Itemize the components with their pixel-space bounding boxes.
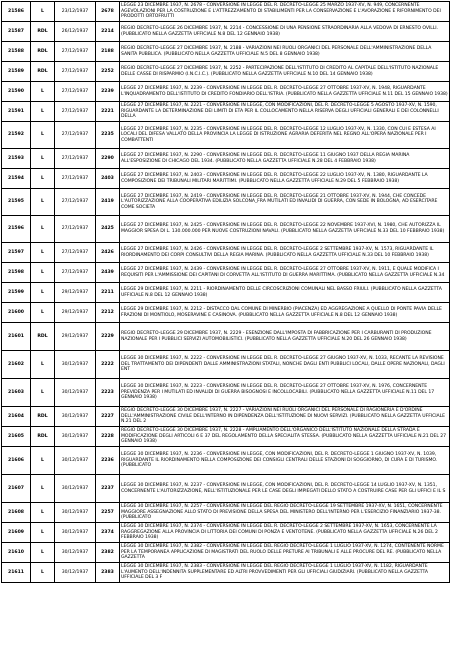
table-row bbox=[2, 149, 450, 169]
act-type: L bbox=[31, 523, 55, 543]
act-date: 30/12/1937 bbox=[55, 475, 96, 503]
act-number: 2221 bbox=[96, 102, 120, 122]
act-description: LEGGE 27 DICEMBRE 1937, N. 2439 - CONVERSIONE IN LEGGE DEL R. DECRETO-LEGGE 27 OTTOBRE 1937-XV, N. 1911, E QUALE MODIFICA I REQUISITI PER L'AMMISSIONE DEI CAPITANI DI CORVETTA ALL'ISTITUTO DI GUERRA MARITTIMA. (PUBBLICATO NELLA GAZZETTA UFFICIALE N.34 bbox=[120, 263, 450, 283]
record-id: 21606 bbox=[2, 447, 31, 475]
act-date: 30/12/1937 bbox=[55, 427, 96, 447]
act-type: L bbox=[31, 303, 55, 323]
act-type: L bbox=[31, 447, 55, 475]
act-type: L bbox=[31, 379, 55, 407]
record-id: 21601 bbox=[2, 323, 31, 351]
record-id: 21599 bbox=[2, 283, 31, 303]
act-description: LEGGE 30 DICEMBRE 1937, N. 2236 - CONVERSIONE IN LEGGE, CON MODIFICAZIONI, DEL R. DECRETO-LEGGE 1 GIUGNO 1937-XV, N. 1039, RIGUARDANTE IL RIORDINAMENTO NELLA COMPOSIZIONE DEI CONSIGLI CENTRALI DELLE STAZIONI DI SOGGIORNO, DI CURA E DI TURISMO. (PUBBLICATO bbox=[120, 447, 450, 475]
table-row bbox=[2, 216, 450, 243]
table-row bbox=[2, 189, 450, 216]
act-type: L bbox=[31, 475, 55, 503]
act-number: 2214 bbox=[96, 22, 120, 42]
table-row bbox=[2, 283, 450, 303]
act-description: LEGGE 30 DICEMBRE 1937, N. 2374 - CONVERSIONE IN LEGGE DEL R. DECRETO-LEGGE 2 SETTEMBRE 1937-XV, N. 1653, CONCERNENTE LA RAGGREGAZIONE ALLA PROVINCIA DI LITTORIA DEI COMUNI DI PONZA E VENTOTENE. (PUBBLICATO NELLA GAZZETTA UFFICIALE N.26 DEL 2 FEBBRAIO 1938) bbox=[120, 523, 450, 543]
table-row bbox=[2, 169, 450, 189]
act-description: REGIO DECRETO-LEGGE 30 DICEMBRE 1937, N. 2227 - VARIAZIONI NEI RUOLI ORGANICI DEL PERSONALE DI RAGIONERIA E D'ORDINE DELL'AMMINISTRAZIONE CIVILE DELL'INTERNO IN DIPENDENZA DELL'ISTITUZIONE DI NUOVI SERVIZI. (PUBBLICATO NELLA GAZZETTA UFFICIALE N.21 DEL 2 bbox=[120, 407, 450, 427]
act-description: LEGGE 29 DICEMBRE 1937, N. 2211 - RIORDINAMENTO DELLE CIRCOSCRIZIONI COMUNALI NEL BASSO FRIULI. (PUBBLICATO NELLA GAZZETTA UFFICIALE N.8 DEL 12 GENNAIO 1938) bbox=[120, 283, 450, 303]
legislation-register-table bbox=[1, 1, 450, 583]
table-body bbox=[2, 2, 450, 583]
record-id: 21596 bbox=[2, 216, 31, 243]
act-date: 27/12/1937 bbox=[55, 263, 96, 283]
act-date: 29/12/1937 bbox=[55, 283, 96, 303]
act-type: RDL bbox=[31, 407, 55, 427]
table-row bbox=[2, 351, 450, 379]
act-date: 29/12/1937 bbox=[55, 323, 96, 351]
act-date: 26/12/1937 bbox=[55, 22, 96, 42]
act-date: 27/12/1937 bbox=[55, 42, 96, 62]
act-date: 27/12/1937 bbox=[55, 62, 96, 82]
record-id: 21610 bbox=[2, 543, 31, 563]
act-type: RDL bbox=[31, 323, 55, 351]
act-description: LEGGE 30 DICEMBRE 1937, N. 2237 - CONVERSIONE IN LEGGE, CON MODIFICAZIONI, DEL R. DECRETO-LEGGE 14 LUGLIO 1937-XV, N. 1351, CONCERNENTE L'AUTORIZZAZIONE, NELL'ISTITUZIONALE PER LE CASE DEGLI IMPIEGATI DELLO STATO A COSTRUIRE CASE PER GLI UFFICI E IL S bbox=[120, 475, 450, 503]
act-description: LEGGE 27 DICEMBRE 1937, N. 2426 - CONVERSIONE IN LEGGE DEL R. DECRETO-LEGGE 2 SETTEMBRE 1937-XV, N. 1573, RIGUARDANTE IL RIORDINAMENTO DEI CORPI CONSULTIVI DELLA REGIA MARINA. (PUBBLICATO NELLA GAZZETTA UFFICIALE N.33 DEL 10 FEBBRAIO 1938) bbox=[120, 243, 450, 263]
act-type: L bbox=[31, 149, 55, 169]
act-description: LEGGE 30 DICEMBRE 1937, N. 2383 - CONVERSIONE IN LEGGE DEL REGIO DECRETO-LEGGE 1 LUGLIO 1937-XV, N. 1182, RIGUARDANTE L'AUMENTO DELL'INDENNITA SUPPLEMENTARE ED ALTRI PROVVEDIMENTI PER GLI UFFICIALI GIUDIZIARI. (PUBBLICATO NELLA GAZZETTA UFFICIALE DEL 3 F bbox=[120, 563, 450, 583]
act-number: 2223 bbox=[96, 379, 120, 407]
act-number: 2678 bbox=[96, 2, 120, 22]
record-id: 21593 bbox=[2, 149, 31, 169]
act-description: LEGGE 30 DICEMBRE 1937, N. 2257 - CONVERSIONE IN LEGGE DEL REGIO DECRETO-LEGGE 19 SETTEMBRE 1937-XV, N. 1651, CONCERNENTE MAGGIORE ASSEGNAZIONE ALLO STATO DI PREVISIONE DELLA SPESA DEL MINISTERO DELL'INTERNO PER L'ESERCIZIO FINANZIARIO 1937-38. (PUBBLICATO bbox=[120, 503, 450, 523]
act-type: L bbox=[31, 543, 55, 563]
act-number: 2222 bbox=[96, 351, 120, 379]
act-type: L bbox=[31, 102, 55, 122]
record-id: 21589 bbox=[2, 62, 31, 82]
act-type: L bbox=[31, 2, 55, 22]
act-description: LEGGE 30 DICEMBRE 1937, N. 2382 - CONVERSIONE IN LEGGE DEL REGIO DECRETO-LEGGE 1 LUGLIO 1937-XV, N. 1274, CONTENENTE NORME PER LA TEMPORANEA APPLICAZIONE DI MAGISTRATI DEL RUOLO DELLE PRETURE AI TRIBUNALI E ALLE PROCURE DEL RE. (PUBBLICATO NELLA GAZZETTA bbox=[120, 543, 450, 563]
act-date: 30/12/1937 bbox=[55, 407, 96, 427]
act-description: LEGGE 27 DICEMBRE 1937, N. 2403 - CONVERSIONE IN LEGGE DEL R. DECRETO-LEGGE 22 LUGLIO 1937-XV, N. 1380, RIGUARDANTE LA COMPOSIZIONE DEI TRIBUNALI MILITARI MARITTIMI. (PUBBLICATO NELLA GAZZETTA UFFICIALE N.29 DEL 5 FEBBRAIO 1938) bbox=[120, 169, 450, 189]
table-row bbox=[2, 22, 450, 42]
record-id: 21587 bbox=[2, 22, 31, 42]
record-id: 21611 bbox=[2, 563, 31, 583]
record-id: 21594 bbox=[2, 169, 31, 189]
act-type: L bbox=[31, 503, 55, 523]
act-type: L bbox=[31, 169, 55, 189]
act-type: L bbox=[31, 216, 55, 243]
act-date: 30/12/1937 bbox=[55, 379, 96, 407]
act-date: 30/12/1937 bbox=[55, 503, 96, 523]
record-id: 21590 bbox=[2, 82, 31, 102]
act-date: 27/12/1937 bbox=[55, 243, 96, 263]
act-date: 30/12/1937 bbox=[55, 563, 96, 583]
act-description: REGIO DECRETO-LEGGE 27 DICEMBRE 1937, N. 2252 - PARTECIPAZIONE DELL'ISTITUTO DI CREDITO AL CAPITALE DELL'ISTITUTO NAZIONALE DELLE CASSE DI RISPARMIO (I.N.C.I.C.). (PUBBLICATO NELLA GAZZETTA UFFICIALE N.10 DEL 14 GENNAIO 1938) bbox=[120, 62, 450, 82]
table-row bbox=[2, 475, 450, 503]
act-number: 2235 bbox=[96, 122, 120, 149]
record-id: 21588 bbox=[2, 42, 31, 62]
act-number: 2212 bbox=[96, 303, 120, 323]
act-number: 2236 bbox=[96, 447, 120, 475]
act-date: 23/12/1937 bbox=[55, 2, 96, 22]
act-type: L bbox=[31, 563, 55, 583]
act-description: LEGGE 27 DICEMBRE 1937, N. 2419 - CONVERSIONE IN LEGGE DEL R. DECRETO-LEGGE 21 OTTOBRE 1937-XV, N. 1944, CHE CONCEDE L'AUTORIZZAZIONE ALLA COOPERATIVA EDILIZIA SOLCONA_FRA MUTILATI ED INVALIDI DI GUERRA, CON SEDE IN BOLOGNA, AD ESERCITARE COME SOCIETA bbox=[120, 189, 450, 216]
record-id: 21586 bbox=[2, 2, 31, 22]
act-type: L bbox=[31, 82, 55, 102]
act-number: 2227 bbox=[96, 407, 120, 427]
table-row bbox=[2, 82, 450, 102]
act-description: REGIO DECRETO-LEGGE 29 DICEMBRE 1937, N. 2229 - ESENZIONE DALL'IMPOSTA DI FABBRICAZIONE PER I CARBURANTI DI PRODUZIONE NAZIONALE PER I PUBBLICI SERVIZI AUTOMOBILISTICI. (PUBBLICATO NELLA GAZZETTA UFFICIALE N.20 DEL 26 GENNAIO 1938) bbox=[120, 323, 450, 351]
act-description: REGIO DECRETO-LEGGE 27 DICEMBRE 1937, N. 2188 - VARIAZIONI NEI RUOLI ORGANICI DEL PERSONALE DELL'AMMINISTRAZIONE DELLA SANITA PUBBLICA. (PUBBLICATO NELLA GAZZETTA UFFICIALE N.5 DEL 8 GENNAIO 1938) bbox=[120, 42, 450, 62]
act-description: LEGGE 27 DICEMBRE 1937, N. 2235 - CONVERSIONE IN LEGGE DEL R. DECRETO-LEGGE 12 LUGLIO 1937-XV, N. 1330, CON CUI E ESTESA AI LOCALI DEL DIFESA VALLATO DELLA PROVINCIA LA LEGGE DI ISTRUZIONE AGRARIA DEFERITA NEL REGNO ALL'OPERA NAZIONALE PER I COMBATTENTI bbox=[120, 122, 450, 149]
act-number: 2382 bbox=[96, 543, 120, 563]
table-row bbox=[2, 2, 450, 22]
table-row bbox=[2, 243, 450, 263]
record-id: 21598 bbox=[2, 263, 31, 283]
act-date: 30/12/1937 bbox=[55, 523, 96, 543]
table-row bbox=[2, 122, 450, 149]
record-id: 21592 bbox=[2, 122, 31, 149]
act-number: 2252 bbox=[96, 62, 120, 82]
record-id: 21600 bbox=[2, 303, 31, 323]
act-description: LEGGE 23 DICEMBRE 1937, N. 2678 - CONVERSIONE IN LEGGE DEL R. DECRETO-LEGGE 25 MARZO 1937-XV, N. 949, CONCERNENTE AGEVOLAZIONI PER LA COSTRUZIONE E L'ATTREZZAMENTO DI STABILIMENTI PER LA CONSERVAZIONE E L'AVORAZIONE E RIFORNIMENTO DEI PRODOTTI ORTOFRUTTI bbox=[120, 2, 450, 22]
act-date: 29/12/1937 bbox=[55, 303, 96, 323]
act-description: LEGGE 27 DICEMBRE 1937, N. 2290 - CONVERSIONE IN LEGGE DEL R. DECRETO-LEGGE 11 GIUGNO 1937 DELLA REGIA MARINA ALL'ESPOSIZIONE DI CHICAGO DEL 1934. (PUBBLICATO NELLA GAZZETTA UFFICIALE N.28 DEL 4 FEBBRAIO 1938) bbox=[120, 149, 450, 169]
act-number: 2383 bbox=[96, 563, 120, 583]
act-type: L bbox=[31, 351, 55, 379]
act-description: LEGGE 29 DICEMBRE 1937, N. 2212 - DISTACCO DAL COMUNE DI MINERBIO (PIACENZA) ED AGGREGAZIONE A QUELLO DI PONTE PAVIA DELLE FRAZIONI DI MONTIOLO, MOSERAVINE E CASINOVA. (PUBBLICATO NELLA GAZZETTA UFFICIALE N.8 DEL 12 GENNAIO 1938) bbox=[120, 303, 450, 323]
act-date: 27/12/1937 bbox=[55, 102, 96, 122]
act-number: 2257 bbox=[96, 503, 120, 523]
act-date: 27/12/1937 bbox=[55, 189, 96, 216]
record-id: 21595 bbox=[2, 189, 31, 216]
record-id: 21605 bbox=[2, 427, 31, 447]
act-type: L bbox=[31, 189, 55, 216]
act-type: L bbox=[31, 243, 55, 263]
table-row bbox=[2, 62, 450, 82]
act-description: LEGGE 27 DICEMBRE 1937, N. 2221 - CONVERSIONE IN LEGGE, CON MODIFICAZIONI, DEL R. DECRETO-LEGGE 5 AGOSTO 1937-XV, N. 1590, RIGUARDANTE LA DETERMINAZIONE DEI LIMITI DI ETA PER IL COLLOCAMENTO NELLA RISERVA DEGLI UFFICIALI GENERALI E DEI COLONNELLI DELLA bbox=[120, 102, 450, 122]
act-number: 2211 bbox=[96, 283, 120, 303]
act-number: 2239 bbox=[96, 82, 120, 102]
act-number: 2290 bbox=[96, 149, 120, 169]
act-number: 2374 bbox=[96, 523, 120, 543]
table-row bbox=[2, 543, 450, 563]
act-type: RDL bbox=[31, 62, 55, 82]
act-date: 30/12/1937 bbox=[55, 543, 96, 563]
record-id: 21602 bbox=[2, 351, 31, 379]
record-id: 21604 bbox=[2, 407, 31, 427]
act-type: L bbox=[31, 122, 55, 149]
table-row bbox=[2, 323, 450, 351]
act-description: LEGGE 27 DICEMBRE 1937, N. 2425 - CONVERSIONE IN LEGGE DEL R. DECRETO-LEGGE 22 NOVEMBRE 1937-XVI, N. 1980, CHE AUTORIZZA IL MAGGIOR SPESA DI L. 130.000.000 PER NUOVE COSTRUZIONI NAVALI. (PUBBLICATO NELLA GAZZETTA UFFICIALE N.33 DEL 10 FEBBRAIO 1938) bbox=[120, 216, 450, 243]
table-row bbox=[2, 303, 450, 323]
table-row bbox=[2, 447, 450, 475]
table-row bbox=[2, 563, 450, 583]
act-number: 2425 bbox=[96, 216, 120, 243]
act-number: 2188 bbox=[96, 42, 120, 62]
act-type: L bbox=[31, 283, 55, 303]
record-id: 21597 bbox=[2, 243, 31, 263]
act-description: REGIO DECRETO-LEGGE 26 DICEMBRE 1937, N. 2214 - CONCESSIONE DI UNA PENSIONE STRAORDINARIA ALLA VEDOVA DI ERNESTO OVILLI. (PUBBLICATO NELLA GAZZETTA UFFICIALE N.8 DEL 12 GENNAIO 1938) bbox=[120, 22, 450, 42]
table-row bbox=[2, 427, 450, 447]
act-number: 2426 bbox=[96, 243, 120, 263]
act-type: RDL bbox=[31, 22, 55, 42]
act-number: 2439 bbox=[96, 263, 120, 283]
record-id: 21591 bbox=[2, 102, 31, 122]
table-row bbox=[2, 407, 450, 427]
act-number: 2229 bbox=[96, 323, 120, 351]
record-id: 21609 bbox=[2, 523, 31, 543]
record-id: 21608 bbox=[2, 503, 31, 523]
table-row bbox=[2, 102, 450, 122]
table-row bbox=[2, 263, 450, 283]
act-description: REGIO DECRETO-LEGGE 30 DICEMBRE 1937, N. 2228 - AMPLIAMENTO DELL'ORGANICO DELL'ISTITUTO NAZIONALE DELLA STRADA E MODIFICAZIONE DEGLI ARTICOLI 6 E 37 DEL REGOLAMENTO DELLA SPECIALITA STESSA. (PUBBLICATO NELLA GAZZETTA UFFICIALE N.21 DEL 27 GENNAIO 1938) bbox=[120, 427, 450, 447]
act-date: 27/12/1937 bbox=[55, 216, 96, 243]
act-type: L bbox=[31, 263, 55, 283]
act-number: 2237 bbox=[96, 475, 120, 503]
table-row bbox=[2, 42, 450, 62]
table-row bbox=[2, 523, 450, 543]
act-type: RDL bbox=[31, 427, 55, 447]
act-date: 27/12/1937 bbox=[55, 122, 96, 149]
table-row bbox=[2, 379, 450, 407]
act-date: 27/12/1937 bbox=[55, 149, 96, 169]
act-number: 2403 bbox=[96, 169, 120, 189]
act-number: 2419 bbox=[96, 189, 120, 216]
act-description: LEGGE 30 DICEMBRE 1937, N. 2223 - CONVERSIONE IN LEGGE DEL R. DECRETO-LEGGE 27 OTTOBRE 1937-XV, N. 1976, CONCERNENTE PREVIDENZA PER I MUTILATI ED INVALIDI DI GUERRA BISOGNOSI E INCOLLOCABILI. (PUBBLICATO NELLA GAZZETTA UFFICIALE N.11 DEL 17 GENNAIO 1938) bbox=[120, 379, 450, 407]
table-row bbox=[2, 503, 450, 523]
record-id: 21603 bbox=[2, 379, 31, 407]
act-description: LEGGE 27 DICEMBRE 1937, N. 2239 - CONVERSIONE IN LEGGE DEL R. DECRETO-LEGGE 27 OTTOBRE 1937-XV, N. 1948, RIGUARDANTE L'INQUADRAMENTO DELL'ISTITUTO DI CREDITO FONDIARIO DELL'ISTRIA. (PUBBLICATO NELLA GAZZETTA UFFICIALE N.11 DEL 15 GENNAIO 1938) bbox=[120, 82, 450, 102]
act-number: 2228 bbox=[96, 427, 120, 447]
act-description: LEGGE 30 DICEMBRE 1937, N. 2222 - CONVERSIONE IN LEGGE DEL R. DECRETO-LEGGE 27 GIUGNO 1937-XV, N. 1033, RECANTE LA REVISIONE DEL TRATTAMENTO DEI DIPENDENTI DALLE AMMINISTRAZIONI STATALI, NONCHE DAGLI ENTI PUBBLICI LOCALI, DALLE OPERE NAZIONALI, DAGLI ENT bbox=[120, 351, 450, 379]
act-date: 27/12/1937 bbox=[55, 82, 96, 102]
act-date: 30/12/1937 bbox=[55, 447, 96, 475]
act-date: 30/12/1937 bbox=[55, 351, 96, 379]
record-id: 21607 bbox=[2, 475, 31, 503]
act-type: RDL bbox=[31, 42, 55, 62]
act-date: 27/12/1937 bbox=[55, 169, 96, 189]
